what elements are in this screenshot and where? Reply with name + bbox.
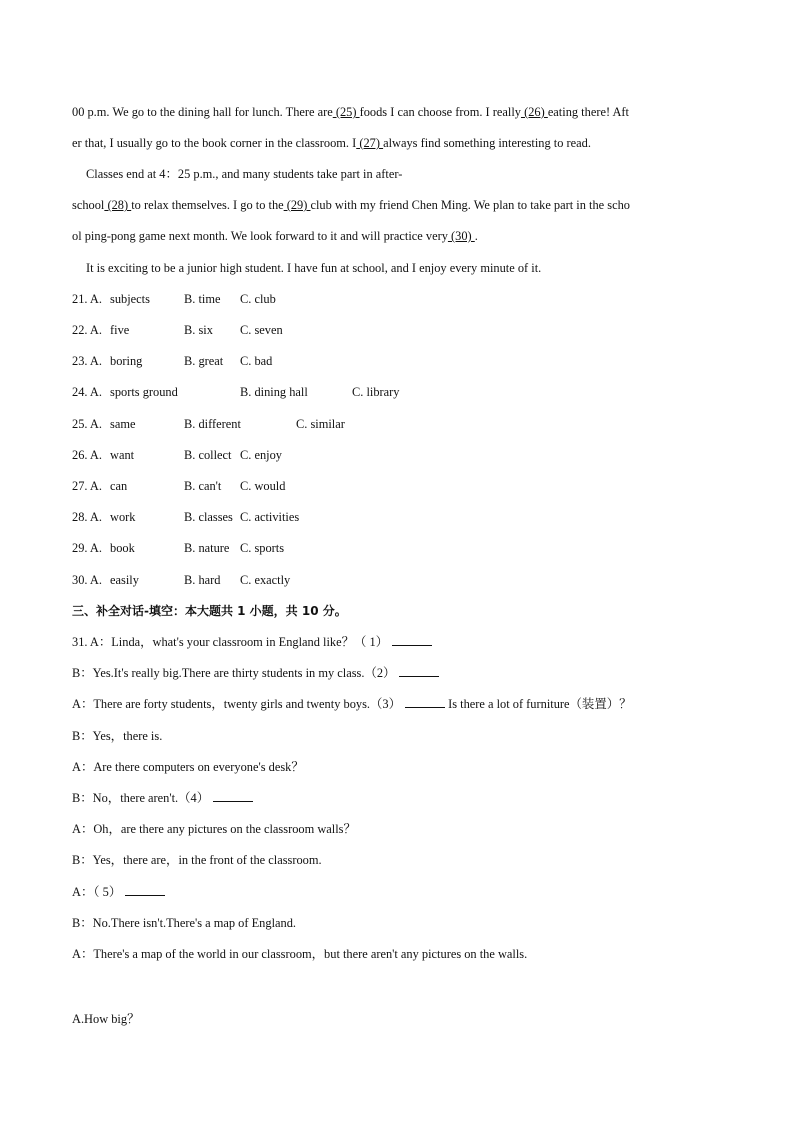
option-b-text: B. dining hall [240, 385, 308, 399]
passage-line-3: Classes end at 4：25 p.m., and many students take part in after- [86, 167, 403, 181]
dialogue-text-after: Is there a lot of furniture（装置）？ [444, 697, 632, 711]
passage-text: eating there! Aft [547, 105, 630, 119]
option-b-text: B. classes [184, 510, 233, 524]
option-a-text: book [110, 541, 135, 555]
option-a-text: same [110, 417, 136, 431]
option-a-text: work [110, 510, 136, 524]
passage-text: foods I can choose from. I really [359, 105, 521, 119]
option-c-text: C. exactly [240, 573, 291, 587]
dialogue-line [72, 665, 439, 681]
passage-line-4 [72, 197, 630, 213]
question-number: 25. A. [72, 417, 102, 431]
option-c-text: C. would [240, 479, 286, 493]
blank-26: (26) [520, 105, 548, 119]
dialogue-text: A：Are there computers on everyone's desk？ [72, 760, 304, 774]
dialogue-line [72, 946, 527, 962]
passage-text: ol ping-pong game next month. We look forward to it and will practice very [72, 229, 448, 243]
answer-blank[interactable] [405, 696, 445, 708]
dialogue-line [72, 759, 304, 775]
option-c-text: C. sports [240, 541, 285, 555]
passage-line-2 [72, 135, 591, 151]
option-c-text: C. activities [240, 510, 300, 524]
dialogue-line [72, 884, 165, 900]
option-b-text: B. six [184, 323, 213, 337]
dialogue-line [72, 821, 356, 837]
option-a-text: five [110, 323, 130, 337]
dialogue-text: A：（ 5） [72, 885, 122, 899]
passage-line-5 [72, 228, 478, 244]
passage-text: always find something interesting to read. [383, 136, 591, 150]
question-number: 30. A. [72, 573, 102, 587]
option-b-text: B. collect [184, 448, 232, 462]
option-c-text: C. seven [240, 323, 283, 337]
dialogue-line [72, 696, 632, 712]
option-a: A.How big？ [72, 1012, 140, 1026]
question-number: 28. A. [72, 510, 102, 524]
blank-30: (30) [447, 229, 475, 243]
answer-blank[interactable] [392, 634, 432, 646]
option-c-text: C. similar [296, 417, 345, 431]
passage-line-1 [72, 104, 629, 120]
question-number: 29. A. [72, 541, 102, 555]
blank-25: (25) [332, 105, 360, 119]
blank-27: (27) [356, 136, 384, 150]
option-c-text: C. club [240, 292, 276, 306]
option-b-text: B. hard [184, 573, 221, 587]
option-c-text: C. enjoy [240, 448, 282, 462]
dialogue-line [72, 634, 432, 650]
blank-29: (29) [283, 198, 311, 212]
dialogue-line [72, 915, 296, 931]
passage-text: club with my friend Chen Ming. We plan to take part in the scho [310, 198, 630, 212]
dialogue-text: B：No，there aren't.（4） [72, 791, 210, 805]
question-number: 23. A. [72, 354, 102, 368]
dialogue-text: 31. A：Linda，what's your classroom in England like？（ 1） [72, 635, 389, 649]
passage-line-6: It is exciting to be a junior high student. I have fun at school, and I enjoy every minute of it. [86, 261, 542, 275]
question-number: 26. A. [72, 448, 102, 462]
dialogue-text: B：Yes，there are，in the front of the classroom. [72, 853, 322, 867]
dialogue-text: B：Yes，there is. [72, 729, 163, 743]
passage-text: 00 p.m. We go to the dining hall for lunch. There are [72, 105, 333, 119]
answer-blank[interactable] [399, 665, 439, 677]
dialogue-text: B：Yes.It's really big.There are thirty students in my class.（2） [72, 666, 396, 680]
option-a-text: easily [110, 573, 139, 587]
answer-blank[interactable] [213, 790, 253, 802]
option-a-text: subjects [110, 292, 150, 306]
option-b-text: B. can't [184, 479, 222, 493]
dialogue-text: A：There's a map of the world in our classroom，but there aren't any pictures on the walls. [72, 947, 528, 961]
option-b-text: B. different [184, 417, 241, 431]
blank-28: (28) [104, 198, 132, 212]
passage-text: er that, I usually go to the book corner in the classroom. I [72, 136, 357, 150]
question-number: 24. A. [72, 385, 102, 399]
question-number: 27. A. [72, 479, 102, 493]
passage-text: to relax themselves. I go to the [131, 198, 284, 212]
answer-blank[interactable] [125, 884, 165, 896]
question-number: 21. A. [72, 292, 102, 306]
dialogue-text: A：There are forty students，twenty girls and twenty boys.（3） [72, 697, 401, 711]
dialogue-text: B：No.There isn't.There's a map of England. [72, 916, 296, 930]
dialogue-line [72, 790, 253, 806]
option-b-text: B. nature [184, 541, 230, 555]
option-c-text: C. library [352, 385, 400, 399]
option-b-text: B. time [184, 292, 221, 306]
dialogue-line [72, 728, 162, 744]
option-a-text: sports ground [110, 385, 178, 399]
passage-text: . [474, 229, 478, 243]
section-title: 三、补全对话-填空：本大题共 1 小题，共 10 分。 [72, 604, 347, 618]
dialogue-text: A：Oh，are there any pictures on the classroom walls？ [72, 822, 356, 836]
option-c-text: C. bad [240, 354, 273, 368]
dialogue-line [72, 852, 322, 868]
option-b-text: B. great [184, 354, 224, 368]
option-a-text: want [110, 448, 135, 462]
option-a-text: boring [110, 354, 143, 368]
option-a-text: can [110, 479, 128, 493]
passage-text: school [72, 198, 105, 212]
question-number: 22. A. [72, 323, 102, 337]
